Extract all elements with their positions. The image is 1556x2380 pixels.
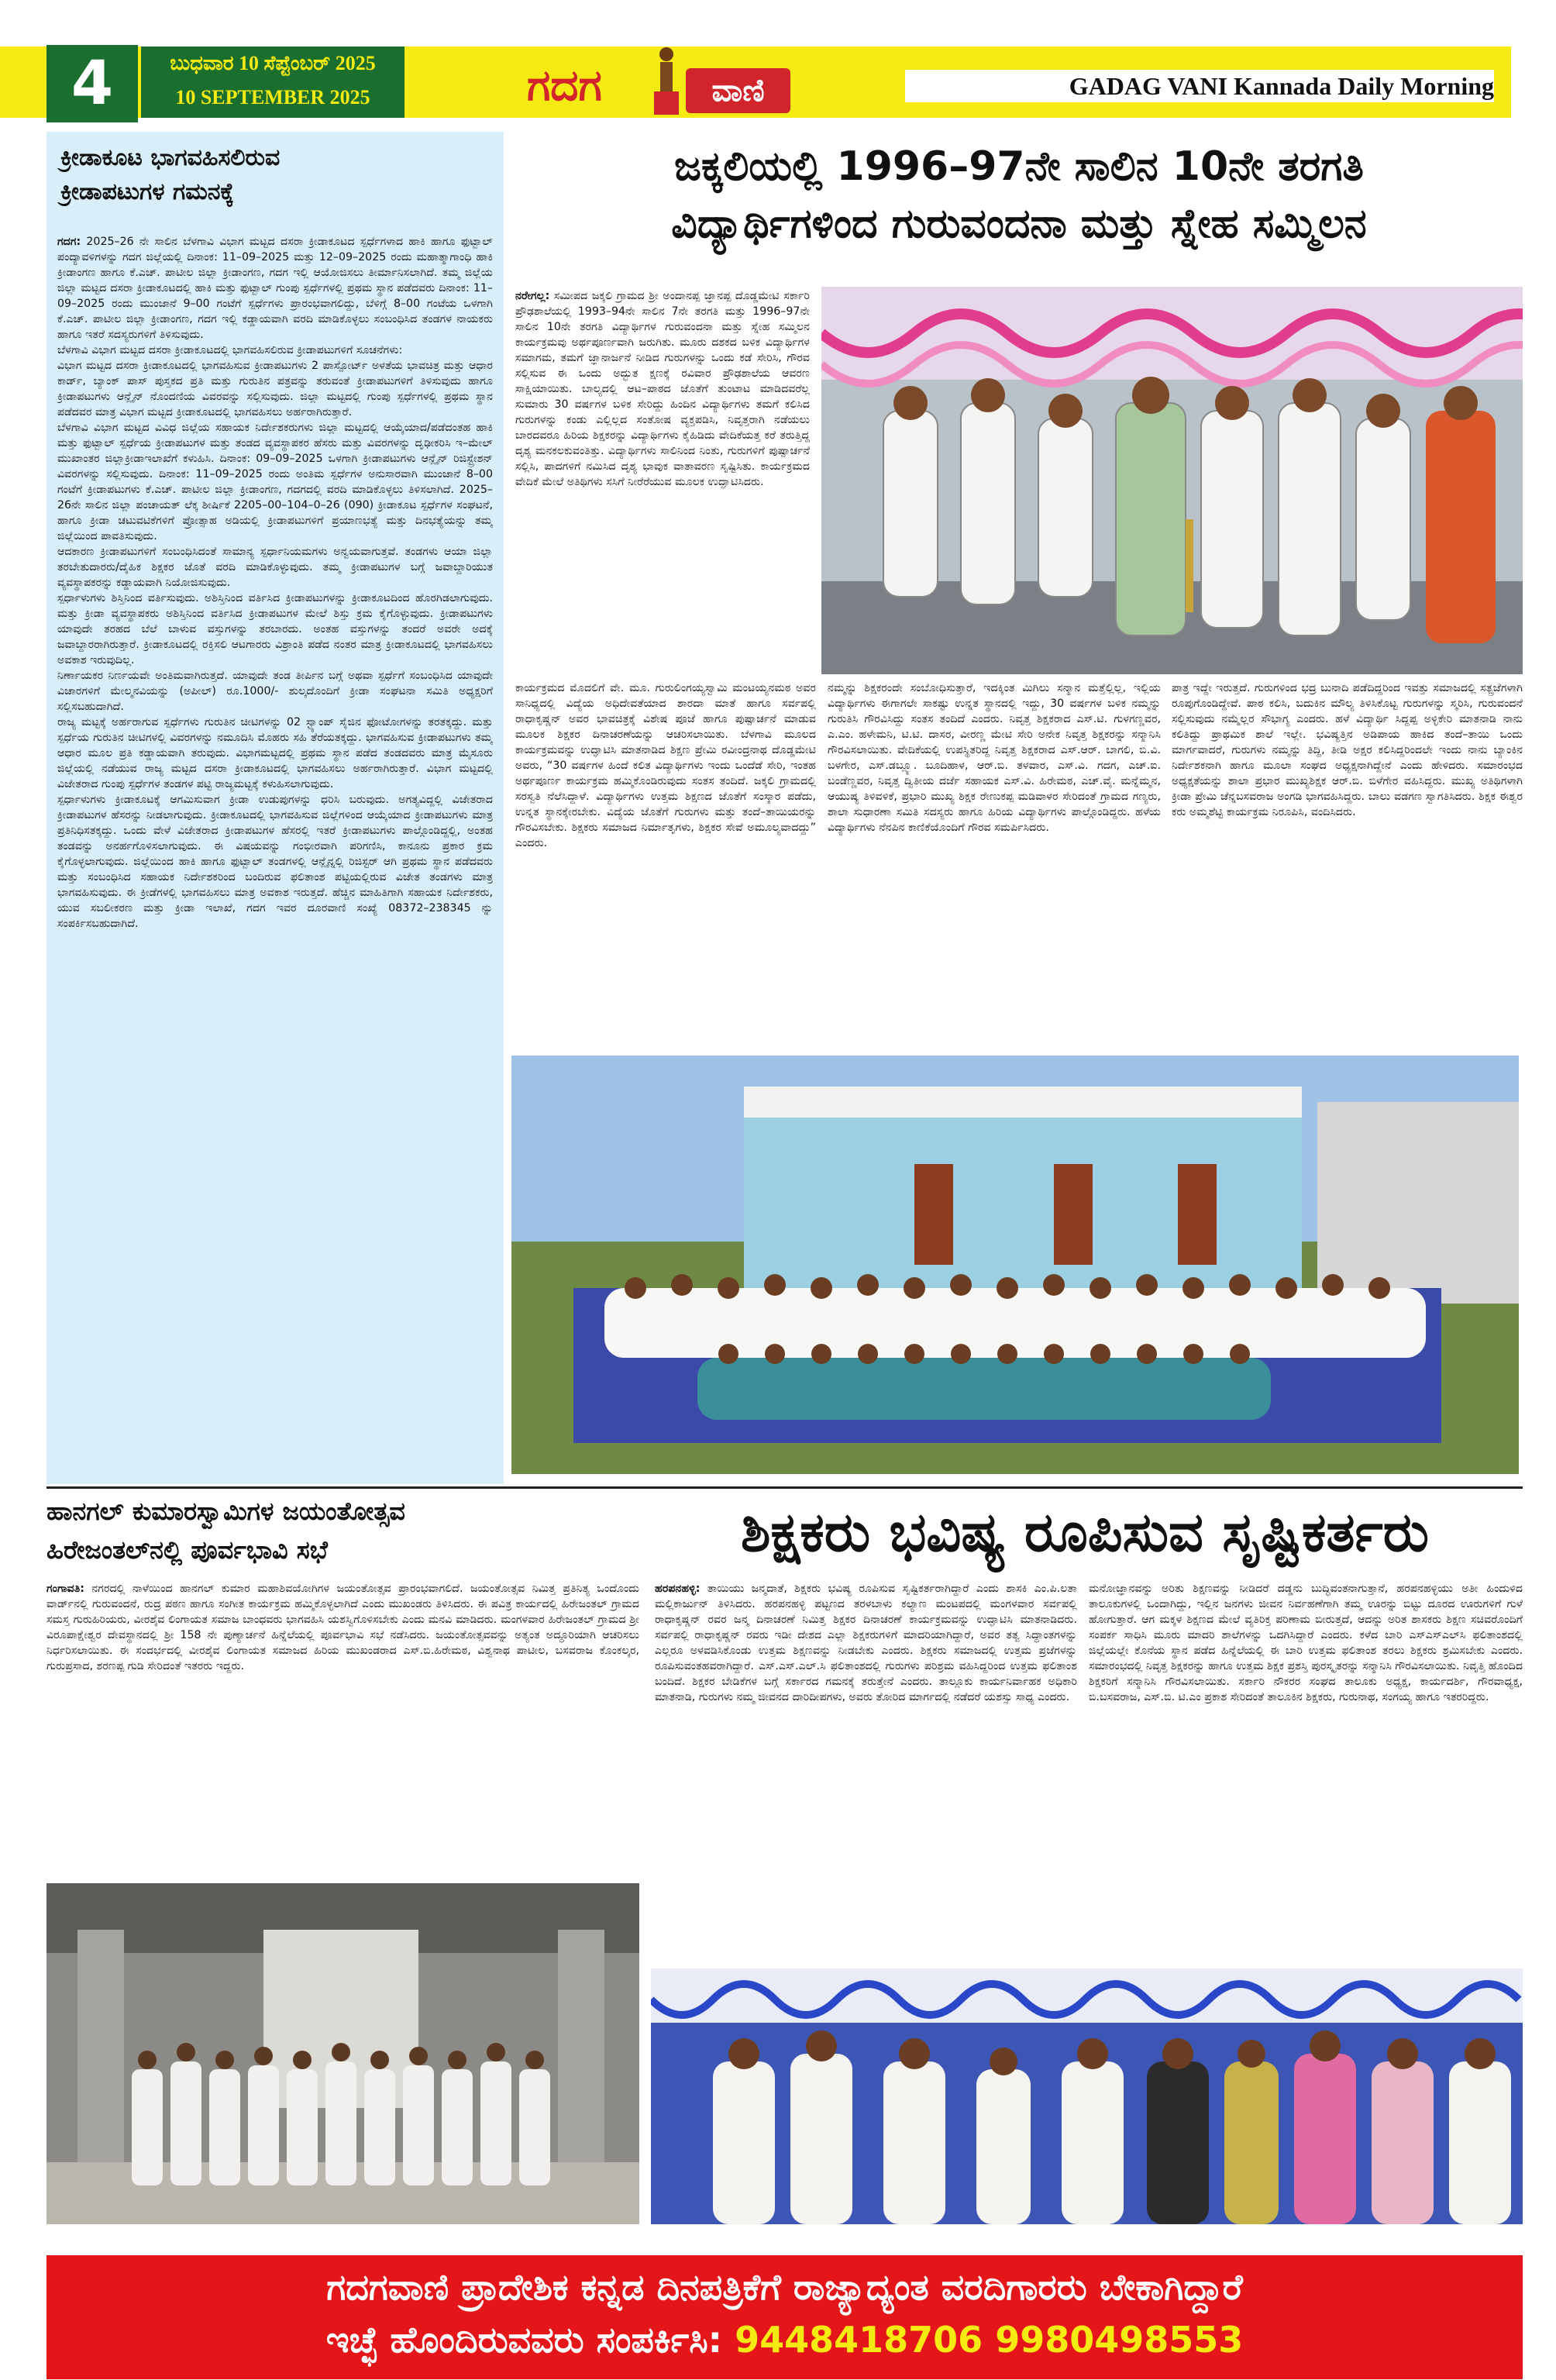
story-teachers-dateline: ಹರಪನಹಳ್ಳಿ: bbox=[655, 1583, 701, 1595]
story-hanagal-headline bbox=[46, 1492, 511, 1569]
story-hanagal-headline-line1: ಹಾನಗಲ್ ಕುಮಾರಸ್ವಾಮಿಗಳ ಜಯಂತೋತ್ಸವ bbox=[46, 1497, 405, 1526]
story-teachers-column-2: ಮನೋಜ್ಞಾನವನ್ನು ಅರಿತು ಶಿಕ್ಷಣವನ್ನು ನೀಡಿದರೆ ದಡ್ಡನು ಬುದ್ಧಿವಂತನಾಗುತ್ತಾನೆ, ಹರಪನಹಳ್ಳಿಯು ಅತೀ ಹಿಂದುಳಿದ ತಾಲೂಕುಗಳಲ್ಲಿ ಒಂದಾಗಿದ್ದು, ಇಲ್ಲಿನ ಜನಗಳು ಜೀವನ ನಿರ್ವಹಣೆಗಾಗಿ ತಮ್ಮ ಊರನ್ನು ಬಿಟ್ಟು ದೂರದ ಊರುಗಳಿಗೆ ಗುಳೆ ಹೋಗುತ್ತಾರೆ. ಆಗ ಮಕ್ಕಳ ಶಿಕ್ಷಣದ ಮೇಲೆ ವ್ಯತಿರಿಕ್ತ ಪರಿಣಾಮ ಬೀರುತ್ತದೆ, ಆದನ್ನು ಅರಿತ ಶಾಸಕರು ಶಿಕ್ಷಣ ಸಚಿವರೊಂದಿಗೆ ಸಂಪರ್ಕ ಸಾಧಿಸಿ ಮೂರು ಮಾದರಿ ಶಾಲೆಗಳನ್ನು ಒದಗಿಸಿದ್ದಾರೆ ಎಂದರು. ಕಳೆದ ಬಾರಿ ಎಸ್ಎಸ್ಎಲ್‌ಸಿ ಫಲಿತಾಂಶದಲ್ಲಿ ಜಿಲ್ಲೆಯಲ್ಲೇ ಕೊನೆಯ ಸ್ಥಾನ ಪಡೆದ ಹಿನ್ನೆಲೆಯಲ್ಲಿ ಈ ಬಾರಿ ಉತ್ತಮ ಫಲಿತಾಂಶ ತರಲು ಶಿಕ್ಷಕರು ಶ್ರಮಿಸಬೇಕು ಎಂದರು. ಸಮಾರಂಭದಲ್ಲಿ ನಿವೃತ್ತ ಶಿಕ್ಷಕರನ್ನು ಹಾಗೂ ಉತ್ತಮ ಶಿಕ್ಷಕ ಪ್ರಶಸ್ತಿ ಪುರಸ್ಕೃತರನ್ನು ಸನ್ಮಾನಿಸಿ ಗೌರವಿಸಲಾಯಿತು. ನಿವೃತ್ತಿ ಹೊಂದಿದ ಶಿಕ್ಷಕರಿಗೆ ಸನ್ಮಾನಿಸಿ ಗೌರವಿಸಲಾಯಿತು. ಸರ್ಕಾರಿ ನೌಕರರ ಸಂಘದ ತಾಲೂಕು ಅಧ್ಯಕ್ಷ, ಕಾರ್ಯದರ್ಶಿ, ಗೌರವಾಧ್ಯಕ್ಷ, ಬಿ.ಬಸವರಾಜ, ಎಸ್.ಬಿ. ಟಿ.ಎಂ ಪ್ರಕಾಶ ಸೇರಿದಂತೆ ತಾಲೂಕಿನ ಶಿಕ್ಷಕರು, ಗುರುನಾಥ, ಸಂಗಯ್ಯ ಹಾಗೂ ಇತರರಿದ್ದರು. bbox=[1089, 1583, 1523, 1703]
date-box bbox=[141, 46, 404, 118]
story-teachers-text-1: ತಾಯಿಯು ಜನ್ಮದಾತೆ, ಶಿಕ್ಷಕರು ಭವಿಷ್ಯ ರೂಪಿಸುವ ಸೃಷ್ಟಿಕರ್ತರಾಗಿದ್ದಾರೆ ಎಂದು ಶಾಸಕಿ ಎಂ.ಪಿ.ಲತಾ ಮಲ್ಲಿಕಾರ್ಜುನ್ ತಿಳಿಸಿದರು. ಹರಪನಹಳ್ಳಿ ಪಟ್ಟಣದ ತರಳಬಾಳು ಕಲ್ಯಾಣ ಮಂಟಪದಲ್ಲಿ ಮಂಗಳವಾರ ಸರ್ವಪಲ್ಲಿ ರಾಧಾಕೃಷ್ಣನ್ ರವರ ಜನ್ಮ ದಿನಾಚರಣೆ ನಿಮಿತ್ತ ಶಿಕ್ಷಕರ ದಿನಾಚರಣೆ ಕಾರ್ಯಕ್ರಮವನ್ನು ಉದ್ಘಾಟಿಸಿ ಮಾತನಾಡಿದರು. ಸರ್ವಪಲ್ಲಿ ರಾಧಾಕೃಷ್ಣನ್ ರವರು ಇಡೀ ದೇಶದ ಎಲ್ಲಾ ಶಿಕ್ಷಕರುಗಳಿಗೆ ಮಾದರಿಯಾಗಿದ್ದಾರೆ, ಅವರ ತತ್ವ ಸಿದ್ಧಾಂತಗಳನ್ನು ಎಲ್ಲರೂ ಅಳವಡಿಸಿಕೊಂಡು ಉತ್ತಮ ಶಿಕ್ಷಣವನ್ನು ನೀಡಬೇಕು ಎಂದರು. ಶಿಕ್ಷಕರು ಸಮಾಜದಲ್ಲಿ ಉತ್ತಮ ಪ್ರಜೆಗಳನ್ನು ರೂಪಿಸುವಂತಹವರಾಗಿದ್ದಾರೆ. ಎಸ್.ಎಸ್.ಎಲ್.ಸಿ ಫಲಿತಾಂಶದಲ್ಲಿ ಗುರುಗಳು ಪರಿಶ್ರಮ ವಹಿಸಿದ್ದರಿಂದ ಉತ್ತಮ ಫಲಿತಾಂಶ ಬಂದಿದೆ. ಶಿಕ್ಷಕರ ಬೇಡಿಕೆಗಳ ಬಗ್ಗೆ ಸರ್ಕಾರದ ಗಮನಕ್ಕೆ ತರುತ್ತೇನೆ ಎಂದರು. ತಾಲ್ಲೂಕು ಕಾರ್ಯನಿರ್ವಾಹಕ ಅಧಿಕಾರಿ ಮಾತನಾಡಿ, ಗುರುಗಳು ನಮ್ಮ ಜೀವನದ ದಾರಿದೀಪಗಳು, ಅವರು ತೋರಿದ ಮಾರ್ಗದಲ್ಲಿ ನಡೆದರೆ ಯಶಸ್ಸು ಸಾಧ್ಯ ಎಂದರು. bbox=[655, 1583, 1077, 1703]
story-hanagal-body bbox=[46, 1581, 639, 1868]
logo-text-right: ವಾಣಿ bbox=[686, 68, 790, 113]
sidebar-paragraph: ಬೆಳಗಾವಿ ವಿಭಾಗ ಮಟ್ಟದ ವಿವಿಧ ಜಿಲ್ಲೆಯ ಸಹಾಯಕ ನಿರ್ದೇಶಕರುಗಳು ಜಿಲ್ಲಾ ಮಟ್ಟದಲ್ಲಿ ಆಯ್ಕೆಯಾದ/ಪಡೆದಂತಹ ಹಾಕಿ ಮತ್ತು ಫುಟ್ಬಾಲ್ ಸ್ಪರ್ಧೆಯ ಕ್ರೀಡಾಪಟುಗಳ ಮತ್ತು ತಂಡದ ವ್ಯವಸ್ಥಾಪಕರ ಹೆಸರು ಮತ್ತು ವಿವರಗಳನ್ನು ದೃಢೀಕರಿಸಿ ಇ–ಮೇಲ್ ಮುಖಾಂತರ ಜಿಲ್ಲಾಕ್ರೀಡಾಇಲಾಖೆಗೆ ಕಳುಹಿಸಿ. ದಿನಾಂಕ: 09–09–2025 ಒಳಗಾಗಿ ಕ್ರೀಡಾಪಟುಗಳು ಆನ್ಲೈನ್ ರಿಜಿಸ್ಟ್ರೇಶನ್ ವಿವರಗಳನ್ನು ಸಲ್ಲಿಸುವುದು. ದಿನಾಂಕ: 11–09–2025 ರಂದು ಅಂತಿಮ ಸ್ಪರ್ಧೆಗಳ ಅನುಸಾರವಾಗಿ ಮುಂಜಾನೆ 8–00 ಗಂಟೆಗೆ ಕ್ರೀಡಾಪಟುಗಳು ಕೆ.ಎಚ್. ಪಾಟೀಲ ಜಿಲ್ಲಾ ಕ್ರೀಡಾಂಗಣ, ಗದಗದಲ್ಲಿ ವರದಿ ಮಾಡಿಕೊಳ್ಳಲು ತಿಳಿಸಲಾಗಿದೆ. 2025–26ನೇ ಸಾಲಿನ ಜಿಲ್ಲಾ ಪಂಚಾಯತ್ ಲೆಕ್ಕ ಶೀರ್ಷಿಕೆ 2205–00–104–0–26 (090) ಕ್ರೀಡಾಕೂಟ ಸ್ಪರ್ಧೆಗಳ ಸಂಘಟನೆ, ಹಾಗೂ ಕ್ರೀಡಾ ಚಟುವಟಿಕೆಗಳಿಗೆ ಪ್ರೋತ್ಸಾಹ ಅಡಿಯಲ್ಲಿ ಕ್ರೀಡಾಪಟುಗಳಿಗೆ ಪ್ರಯಾಣಭತ್ಯೆ ಮತ್ತು ದಿನಭತ್ಯೆಯನ್ನು ತಮ್ಮ ಜಿಲ್ಲೆಯಿಂದ ಪಾವತಿಸುವುದು. bbox=[57, 422, 493, 542]
sidebar-paragraph: ಸ್ಪರ್ಧಾಳುಗಳು ಕ್ರೀಡಾಕೂಟಕ್ಕೆ ಆಗಮಿಸುವಾಗ ಕ್ರೀಡಾ ಉಡುಪುಗಳನ್ನು ಧರಿಸಿ ಬರುವುದು. ಅಗತ್ಯವಿದ್ದಲ್ಲಿ ವಿಜೇತರಾದ ಕ್ರೀಡಾಪಟುಗಳ ಹೆಸರನ್ನು ನೀಡಲಾಗುವುದು. ಕ್ರೀಡಾಕೂಟದಲ್ಲಿ ಭಾಗವಹಿಸುವ ಜಿಲ್ಲೆಗಳಿಂದ ಆಯ್ಕೆಯಾದ ಕ್ರೀಡಾಪಟುಗಳು ಮಾತ್ರ ಪ್ರತಿನಿಧಿಸತಕ್ಕದ್ದು. ಒಂದು ವೇಳೆ ವಿಜೇತರಾದ ಕ್ರೀಡಾಪಟುಗಳ ಹೆಸರಲ್ಲಿ ಇತರೆ ಕ್ರೀಡಾಪಟುಗಳು ಪಾಲ್ಗೊಂಡಿದ್ದಲ್ಲಿ, ಅಂತಹ ತಂಡವನ್ನು ಅನರ್ಹಗೊಳಿಸಲಾಗುವುದು. ಈ ವಿಷಯವನ್ನು ಗಂಭೀರವಾಗಿ ಪರಿಗಣಿಸಿ, ಕಾನೂನು ಪ್ರಕಾರ ಕ್ರಮ ಕೈಗೊಳ್ಳಲಾಗುವುದು. ಜಿಲ್ಲೆಯಿಂದ ಹಾಕಿ ಹಾಗೂ ಫುಟ್ಬಾಲ್ ತಂಡಗಳಲ್ಲಿ ಆನ್ಲೈನ್ನಲ್ಲಿ ರಿಜಿಸ್ಟರ್ ಆಗಿ ಪ್ರಥಮ ಸ್ಥಾನ ಪಡೆದವರು ಮತ್ತು ಸಂಬಂಧಿಸಿದ ಸಹಾಯಕ ನಿರ್ದೇಶಕರಿಂದ ಬಂದಿರುವ ಫಲಿತಾಂಶ ಪಟ್ಟಿಯಲ್ಲಿರುವ ವಿಜೇತ ತಂಡಗಳು ಮಾತ್ರ ಭಾಗವಹಿಸುವುದು. ಈ ಕ್ರೀಡೆಗಳಲ್ಲಿ ಭಾಗವಹಿಸಲು ಮಾತ್ರ ಅವಕಾಶ ಇರುತ್ತದೆ. ಹೆಚ್ಚಿನ ಮಾಹಿತಿಗಾಗಿ ಸಹಾಯಕ ನಿರ್ದೇಶಕರು, ಯುವ ಸಬಲೀಕರಣ ಮತ್ತು ಕ್ರೀಡಾ ಇಲಾಖೆ, ಗದಗ ಇವರ ದೂರವಾಣಿ ಸಂಖ್ಯೆ 08372–238345 ನ್ನು ಸಂಪರ್ಕಿಸಬಹುದಾಗಿದೆ. bbox=[57, 794, 493, 930]
sidebar-title-line1: ಕ್ರೀಡಾಕೂಟ ಭಾಗವಹಿಸಲಿರುವ bbox=[60, 144, 281, 171]
contact-phone-numbers: 9448418706 9980498553 bbox=[735, 2319, 1244, 2361]
page-number: 4 bbox=[46, 45, 138, 122]
logo-text-left: ಗದಗ bbox=[527, 60, 602, 111]
date-kannada: ಬುಧವಾರ 10 ಸೆಪ್ಟೆಂಬರ್ 2025 bbox=[170, 52, 376, 74]
main-story-column-3: ಪಾತ್ರ ಇದ್ದೇ ಇರುತ್ತದೆ. ಗುರುಗಳಿಂದ ಭದ್ರ ಬುನಾದಿ ಪಡೆದಿದ್ದರಿಂದ ಇವತ್ತು ಸಮಾಜದಲ್ಲಿ ಸತ್ಪ್ರಜೆಗಳಾಗಿ ರೂಪುಗೊಂಡಿದ್ದೇವೆ. ಪಾಠ ಕಲಿಸಿ, ಬದುಕಿನ ಮೌಲ್ಯ ತಿಳಿಸಿಕೊಟ್ಟ ಗುರುಗಳನ್ನು ಸ್ಮರಿಸಿ, ಗುರುವಂದನೆ ಸಲ್ಲಿಸುವುದು ನಮ್ಮೆಲ್ಲರ ಸೌಭಾಗ್ಯ ಎಂದರು. ಹಳೆ ವಿದ್ಯಾರ್ಥಿ ಸಿದ್ದಪ್ಪ ಅಳ್ಳಿಕೇರಿ ಮಾತನಾಡಿ ನಾನು ಕಲಿತಿದ್ದು ಪ್ರಾಥಮಿಕ ಶಾಲೆ ಇಲ್ಲೇ. ಭವಿಷ್ಯತ್ತಿನ ಅಡಿಪಾಯ ಹಾಕಿದ ತಂದೆ–ತಾಯಿ ಒಂದು ಮಾರ್ಗವಾದರೆ, ಗುರುಗಳು ನಮ್ಮನ್ನು ತಿದ್ದಿ, ತೀಡಿ ಅಕ್ಷರ ಕಲಿಸಿದ್ದರಿಂದಲೇ ಇಂದು ನಾನು ಬ್ಯಾಂಕಿನ ನಿರ್ದೇಶಕನಾಗಿ ಹಾಗೂ ಮೂಲಾ ಸಂಘದ ಅಧ್ಯಕ್ಷನಾಗಿದ್ದೇನೆ ಎಂದು ಹೇಳಿದರು. ಸಮಾರಂಭದ ಅಧ್ಯಕ್ಷತೆಯನ್ನು ಶಾಲಾ ಪ್ರಭಾರ ಮುಖ್ಯಶಿಕ್ಷಕ ಆರ್.ಬಿ. ಬಿಳೆಗೇರ ವಹಿಸಿದ್ದರು. ಮುಖ್ಯ ಅತಿಥಿಗಳಾಗಿ ಕ್ರೀಡಾ ಪ್ರೇಮಿ ಚೆನ್ನಬಸವರಾಜ ಅಂಗಡಿ ಭಾಗವಹಿಸಿದ್ದರು. ಬಾಲು ವಡಗಣ ಸ್ವಾಗತಿಸಿದರು. ಶಿಕ್ಷಕ ಈಶ್ವರ ಕರು ಅಮ್ಮಶೆಟ್ಟಿ ಕಾರ್ಯಕ್ರಮ ನಿರೂಪಿಸಿ, ವಂದಿಸಿದರು. bbox=[1172, 682, 1523, 818]
sidebar-title bbox=[60, 141, 494, 209]
contact-line bbox=[46, 2319, 1523, 2362]
sidebar-body bbox=[57, 234, 493, 1474]
story-hanagal-text: ನಗರದಲ್ಲಿ ನಾಳೆಯಿಂದ ಹಾನಗಲ್ ಕುಮಾರ ಮಹಾಶಿವಯೋಗಿಗಳ ಜಯಂತೋತ್ಸವ ಪ್ರಾರಂಭವಾಗಲಿದೆ. ಜಯಂತೋತ್ಸವ ನಿಮಿತ್ತ ಪ್ರತಿನಿತ್ಯ ಒಂದೊಂದು ವಾರ್ಡ್‌ನಲ್ಲಿ ಗುರುವಂದನೆ, ರುದ್ರ ಪಠಣ ಹಾಗೂ ಸಂಗೀತ ಕಾರ್ಯಕ್ರಮ ಹಮ್ಮಿಕೊಳ್ಳಲಾಗಿದೆ ಎಂದು ಮುಖಂಡರು ತಿಳಿಸಿದರು. ಈ ಪವಿತ್ರ ಕಾರ್ಯದಲ್ಲಿ ಹಿರೇಜಂತಲ್ ಗ್ರಾಮದ ಸಮಸ್ತ ಗುರುಹಿರಿಯರು, ವೀರಶೈವ ಲಿಂಗಾಯತ ಸಮಾಜ ಬಾಂಧವರು ಭಾಗವಹಿಸಿ ಯಶಸ್ವಿಗೊಳಿಸಬೇಕು ಎಂದು ಮನವಿ ಮಾಡಿದರು. ಮಂಗಳವಾರ ಹಿರೇಜಂತಲ್ ಗ್ರಾಮದ ಶ್ರೀ ವಿರೂಪಾಕ್ಷೇಶ್ವರ ದೇವಸ್ಥಾನದಲ್ಲಿ ಶ್ರೀ 158 ನೇ ಪುಣ್ಯಾರ್ಚನೆ ಹಿನ್ನೆಲೆಯಲ್ಲಿ ಪೂರ್ವಭಾವಿ ಸಭೆ ನಡೆಸಿದರು. ಜಯಂತೋತ್ಸವವನ್ನು ಅತ್ಯಂತ ಅದ್ಧೂರಿಯಾಗಿ ಆಚರಿಸಲು ನಿರ್ಧರಿಸಲಾಯಿತು. ಈ ಸಂದರ್ಭದಲ್ಲಿ ವೀರಶೈವ ಲಿಂಗಾಯತ ಸಮಾಜದ ಹಿರಿಯ ಮುಖಂಡರಾದ ಎಸ್.ಬಿ.ಹಿರೇಮಠ, ವಿಶ್ವನಾಥ ಪಾಟೀಲ, ಬಸವರಾಜ ಕೊಂಕಲ್ಕರ, ಗುರುಪ್ರಸಾದ, ಶರಣಪ್ಪ ಗುಡಿ ಸೇರಿದಂತೆ ಇತರರು ಇದ್ದರು. bbox=[46, 1583, 639, 1672]
main-story-column-2: ನಮ್ಮನ್ನು ಶಿಕ್ಷಕರಂದೇ ಸಂಬೋಧಿಸುತ್ತಾರೆ, ಇದಕ್ಕಿಂತ ಮಿಗಿಲು ಸನ್ಮಾನ ಮತ್ತೆಲ್ಲಿಲ್ಲ, ಇಲ್ಲಿಯ ವಿದ್ಯಾರ್ಥಿಗಳು ಈಗಾಗಲೇ ಸಾಕಷ್ಟು ಉನ್ನತ ಸ್ಥಾನದಲ್ಲಿ ಇದ್ದು, 30 ವರ್ಷಗಳ ಬಳಿಕ ನಮ್ಮನ್ನು ಗುರುತಿಸಿ ಗೌರವಿಸಿದ್ದು ಸಂತಸ ತಂದಿದೆ ಎಂದರು. ನಿವೃತ್ತ ಶಿಕ್ಷಕರಾದ ಎಸ್.ಟಿ. ಗುಳಗಣ್ಣವರ, ಎ.ಎಂ. ಹಳೇಮನಿ, ಟಿ.ಟಿ. ದಾಸರ, ವೀರಣ್ಣ ಮೇಟಿ ಸೇರಿ ಅನೇಕ ನಿವೃತ್ತ ಶಿಕ್ಷಕರನ್ನು ಸನ್ಮಾನಿಸಿ ಗೌರವಿಸಲಾಯಿತು. ವೇದಿಕೆಯಲ್ಲಿ ಉಪಸ್ಥಿತರಿದ್ದ ನಿವೃತ್ತ ಶಿಕ್ಷಕರಾದ ಎಸ್.ಆರ್. ಬಾಗಲಿ, ಬಿ.ವಿ. ಬಳಗೇರ, ಎಸ್.ಡಬ್ಲ್ಯೂ. ಬೂದಿಹಾಳ, ಆರ್.ಬಿ. ತಳವಾರ, ಎಸ್.ವಿ. ಗದಗ, ಎಚ್.ಐ. ಬಂಡೆಣ್ಣವರ, ನಿವೃತ್ತ ದ್ವಿತೀಯ ದರ್ಜೆ ಸಹಾಯಕ ಎಸ್.ವಿ. ಹಿರೇಮಠ, ಎಚ್.ವೈ. ಮನ್ನೆಮ್ಮನ, ಆಯುಷ್ಯ ತಿಳಿವಳಿಕೆ, ಪ್ರಭಾರಿ ಮುಖ್ಯ ಶಿಕ್ಷಕ ರೇಣುಕಪ್ಪ ಮಡಿವಾಳರ ಸೇರಿದಂತೆ ಗ್ರಾಮದ ಗಣ್ಯರು, ಶಾಲಾ ಸುಧಾರಣಾ ಸಮಿತಿ ಸದಸ್ಯರು ಹಾಗೂ ಹಿರಿಯ ವಿದ್ಯಾರ್ಥಿಗಳು ಪಾಲ್ಗೊಂಡಿದ್ದರು. ಹಳೆಯ ವಿದ್ಯಾರ್ಥಿಗಳು ನೆನಪಿನ ಕಾಣಿಕೆಯೊಂದಿಗೆ ಗೌರವ ಸಮರ್ಪಿಸಿದರು. bbox=[828, 682, 1161, 834]
sidebar-paragraph: ವಿಭಾಗ ಮಟ್ಟದ ದಸರಾ ಕ್ರೀಡಾಕೂಟದಲ್ಲಿ ಭಾಗವಹಿಸುವ ಕ್ರೀಡಾಪಟುಗಳು 2 ಪಾಸ್ಪೋರ್ಟ್ ಅಳತೆಯ ಭಾವಚಿತ್ರ ಮತ್ತು ಆಧಾರ ಕಾರ್ಡ್, ಬ್ಯಾಂಕ್ ಪಾಸ್ ಪುಸ್ತಕದ ಪ್ರತಿ ಮತ್ತು ಗುರುತಿನ ಪತ್ರವನ್ನು ತರುವಂತೆ ಕ್ರೀಡಾಪಟುಗಳಿಗೆ ತಿಳಿಸುವುದು ಹಾಗೂ ಕ್ರೀಡಾಪಟುಗಳು ಆನ್ಲೈನ್ ನೊಂದಣಿಯ ವಿವರವನ್ನು ಸಲ್ಲಿಸುವುದು. ಜಿಲ್ಲಾ ಮಟ್ಟದಲ್ಲಿ ಗುಂಪು ಸ್ಪರ್ಧೆಗಳಲ್ಲಿ ಪ್ರಥಮ ಸ್ಥಾನ ಪಡೆದವರ ಮಾತ್ರ ವಿಭಾಗ ಮಟ್ಟದ ಕ್ರೀಡಾಕೂಟದಲ್ಲಿ ಭಾಗವಹಿಸಲು ಅರ್ಹರಾಗಿರುತ್ತಾರೆ. bbox=[57, 360, 493, 418]
story-hanagal-dateline: ಗಂಗಾವತಿ: bbox=[46, 1583, 84, 1595]
newspaper-logo bbox=[527, 45, 798, 122]
story-hanagal-headline-line2: ಹಿರೇಜಂತಲ್‌ನಲ್ಲಿ ಪೂರ್ವಭಾವಿ ಸಭೆ bbox=[46, 1535, 328, 1565]
section-divider bbox=[46, 1486, 1523, 1489]
masthead: GADAG VANI Kannada Daily Morning bbox=[905, 70, 1494, 102]
photo-temple-meeting bbox=[46, 1883, 639, 2224]
main-story-column-1: ಕಾರ್ಯಕ್ರಮದ ಮೊದಲಿಗೆ ವೇ. ಮೂ. ಗುರುಲಿಂಗಯ್ಯಸ್ವಾಮಿ ಮಂಟಯ್ಯನಮಠ ಅವರ ಸಾನಿಧ್ಯದಲ್ಲಿ ವಿದ್ಯೆಯ ಅಧಿದೇವತೆಯಾದ ಶಾರದಾ ಮಾತೆ ಹಾಗೂ ಸರ್ವಪಲ್ಲಿ ರಾಧಾಕೃಷ್ಣನ್ ಅವರ ಭಾವಚಿತ್ರಕ್ಕೆ ವಿಶೇಷ ಪೂಜೆ ಹಾಗೂ ಪುಷ್ಪಾರ್ಚನೆ ಮಾಡುವ ಮೂಲಕ ಶಿಕ್ಷಕರ ದಿನಾಚರಣೆಯನ್ನು ಆಚರಿಸಲಾಯಿತು. ಬೆಳಗಾವಿ ಮೂಲದ ಕಾರ್ಯಕ್ರಮವನ್ನು ಉದ್ಘಾಟಿಸಿ ಮಾತನಾಡಿದ ಶಿಕ್ಷಣ ಪ್ರೇಮಿ ರವೀಂದ್ರನಾಥ ದೊಡ್ಡಮೇಟಿ ಅವರು, “30 ವರ್ಷಗಳ ಹಿಂದೆ ಕಲಿತ ವಿದ್ಯಾರ್ಥಿಗಳು ಇಂದು ಒಂದೆಡೆ ಸೇರಿ, ಇಂತಹ ಅರ್ಥಪೂರ್ಣ ಕಾರ್ಯಕ್ರಮ ಹಮ್ಮಿಕೊಂಡಿರುವುದು ಸಂತಸ ತಂದಿದೆ. ಜಕ್ಕಲಿ ಗ್ರಾಮದಲ್ಲಿ ಸರಸ್ವತಿ ನೆಲೆಸಿದ್ದಾಳೆ. ವಿದ್ಯಾರ್ಥಿಗಳು ಉತ್ತಮ ಶಿಕ್ಷಣದ ಜೊತೆಗೆ ಸಂಸ್ಕಾರ ಪಡೆದು, ಉನ್ನತ ಸ್ಥಾನಕ್ಕೇರಬೇಕು. ವಿದ್ಯೆಯ ಜೊತೆಗೆ ಗುರುಗಳು ಮತ್ತು ತಂದೆ–ತಾಯಿಯರನ್ನು ಗೌರವಿಸಬೇಕು. ಶಿಕ್ಷಕರು ಸಮಾಜದ ನಿರ್ಮಾತೃಗಳು, ಶಿಕ್ಷಕರ ಸೇವೆ ಅಮೂಲ್ಯವಾದದ್ದು” ಎಂದರು. bbox=[515, 682, 816, 849]
date-english: 10 SEPTEMBER 2025 bbox=[175, 86, 370, 108]
main-dateline: ನರೇಗಲ್ಲ: bbox=[515, 290, 550, 302]
story-teachers-headline: ಶಿಕ್ಷಕರು ಭವಿಷ್ಯ ರೂಪಿಸುವ ಸೃಷ್ಟಿಕರ್ತರು bbox=[741, 1500, 1429, 1564]
main-headline-line2: ವಿದ್ಯಾರ್ಥಿಗಳಿಂದ ಗುರುವಂದನಾ ಮತ್ತು ಸ್ನೇಹ ಸಮ್ಮಿಲನ bbox=[671, 201, 1367, 247]
sidebar-dateline: ಗದಗ: bbox=[57, 236, 81, 248]
sidebar-paragraph: ಸ್ಪರ್ಧಾಳುಗಳು ಶಿಸ್ತಿನಿಂದ ವರ್ತಿಸುವುದು. ಅಶಿಸ್ತಿನಿಂದ ವರ್ತಿಸಿದ ಕ್ರೀಡಾಪಟುಗಳನ್ನು ಕ್ರೀಡಾಕೂಟದಿಂದ ಹೊರಗಿಡಲಾಗುವುದು. ಮತ್ತು ಕ್ರೀಡಾ ವ್ಯವಸ್ಥಾಪಕರು ಅಶಿಸ್ತಿನಿಂದ ವರ್ತಿಸಿದ ಕ್ರೀಡಾಪಟುಗಳ ಮೇಲೆ ಶಿಸ್ತು ಕ್ರಮ ಕೈಗೊಳ್ಳುವುದು. ಕ್ರೀಡಾಪಟುಗಳು ಯಾವುದೇ ತರಹದ ಬೆಲೆ ಬಾಳುವ ವಸ್ತುಗಳನ್ನು ತರಬಾರದು. ಅಂತಹ ವಸ್ತುಗಳನ್ನು ತಂದರೆ ಅವರೇ ಅದಕ್ಕೆ ಜವಾಬ್ದಾರರಾಗಿರುತ್ತಾರೆ. ಕ್ರೀಡಾಕೂಟದಲ್ಲಿ ರಕ್ತಿಸಲಿ ಆಟಗಾರರು ವಿಶ್ರಾಂತಿ ಪಡೆದ ನಂತರ ಮಾತ್ರ ಕ್ರೀಡಾಕೂಟದಲ್ಲಿ ಭಾಗವಹಿಸಲು ಅವಕಾಶ ಇರುವುದಿಲ್ಲ. bbox=[57, 592, 493, 666]
sidebar-paragraph: ಬೆಳಗಾವಿ ವಿಭಾಗ ಮಟ್ಟದ ದಸರಾ ಕ್ರೀಡಾಕೂಟದಲ್ಲಿ ಭಾಗವಹಿಸಲಿರುವ ಕ್ರೀಡಾಪಟುಗಳಿಗೆ ಸೂಚನೆಗಳು: bbox=[57, 344, 403, 356]
photo-group-school-building bbox=[511, 1056, 1519, 1474]
contact-prefix: ಇಚ್ಛೆ ಹೊಂದಿರುವವರು ಸಂಪರ್ಕಿಸಿ: bbox=[325, 2319, 723, 2361]
main-headline-line1: ಜಕ್ಕಲಿಯಲ್ಲಿ 1996–97ನೇ ಸಾಲಿನ 10ನೇ ತರಗತಿ bbox=[674, 143, 1364, 190]
sidebar-paragraph: ರಾಜ್ಯ ಮಟ್ಟಕ್ಕೆ ಅರ್ಹರಾಗುವ ಸ್ಪರ್ಧೆಗಳು ಗುರುತಿನ ಚೀಟಿಗಳನ್ನು 02 ಸ್ಟ್ಯಾಂಪ್ ಸೈಜಿನ ಫೋಟೋಗಳನ್ನು ತರತಕ್ಕದ್ದು. ಮತ್ತು ಸ್ಪರ್ಧೆಯ ಗುರುತಿನ ಚೀಟಿಗಳಲ್ಲಿ ವಿವರಗಳನ್ನು ನಮೂದಿಸಿ ಮೊಹರು ಸಹಿ ತೆರೆಯತಕ್ಕದ್ದು. ಭಾಗವಹಿಸುವ ಕ್ರೀಡಾಪಟುಗಳು ತಮ್ಮ ಆಧಾರ ಮೂಲ ಪ್ರತಿ ಕಡ್ಡಾಯವಾಗಿ ತರುವುದು. ವಿಭಾಗಮಟ್ಟದಲ್ಲಿ ಪ್ರಥಮ ಸ್ಥಾನ ಪಡೆದ ತಂಡದವರು ಮಾತ್ರ ಮೈಸೂರು ಜಿಲ್ಲೆಯಲ್ಲಿ ನಡೆಯುವ ರಾಜ್ಯ ಮಟ್ಟದ ದಸರಾ ಕ್ರೀಡಾಕೂಟದಲ್ಲಿ ಭಾಗವಹಿಸಲು ಅರ್ಹರಾಗಿರುತ್ತಾರೆ. ವಿಭಾಗ ಮಟ್ಟದಲ್ಲಿ ವಿಜೇತರಾದ ಗುಂಪು ಸ್ಪರ್ಧೆಗಳ ತಂಡಗಳ ಪಟ್ಟಿ ರಾಜ್ಯಮಟ್ಟಕ್ಕೆ ಕಳುಹಿಸಲಾಗುವುದು. bbox=[57, 716, 493, 790]
sidebar-paragraph: 2025–26 ನೇ ಸಾಲಿನ ಬೆಳಗಾವಿ ವಿಭಾಗ ಮಟ್ಟದ ದಸರಾ ಕ್ರೀಡಾಕೂಟದ ಸ್ಪರ್ಧೆಗಳಾದ ಹಾಕಿ ಹಾಗೂ ಫುಟ್ಬಾಲ್ ಪಂದ್ಯಾವಳಿಗಳನ್ನು ಗದಗ ಜಿಲ್ಲೆಯಲ್ಲಿ ದಿನಾಂಕ: 11–09–2025 ಮತ್ತು 12–09–2025 ರಂದು ಮಹಾತ್ಮಾಗಾಂಧಿ ಹಾಕಿ ಕ್ರೀಡಾಂಗಣ ಹಾಗೂ ಕೆ.ಎಚ್. ಪಾಟೀಲ ಜಿಲ್ಲಾ ಕ್ರೀಡಾಂಗಣ, ಗದಗ ಇಲ್ಲಿ ಆಯೋಜಿಸಲು ತೀರ್ಮಾನಿಸಲಾಗಿದೆ. ತಮ್ಮ ಜಿಲ್ಲೆಯ ಜಿಲ್ಲಾ ಮಟ್ಟದ ದಸರಾ ಕ್ರೀಡಾಕೂಟದಲ್ಲಿ ಹಾಕಿ ಮತ್ತು ಫುಟ್ಬಾಲ್ ಗುಂಪು ಸ್ಪರ್ಧೆಗಳಲ್ಲಿ ಪ್ರಥಮ ಸ್ಥಾನ ಪಡೆದವರು ದಿನಾಂಕ: 11–09–2025 ರಂದು ಮುಂಜಾನೆ 9–00 ಗಂಟೆಗೆ ಸ್ಪರ್ಧೆಗಳು ಪ್ರಾರಂಭವಾಗಲಿದ್ದು, ಬೆಳಿಗ್ಗೆ 8–00 ಗಂಟೆಯ ಒಳಗಾಗಿ ಕೆ.ಎಚ್. ಪಾಟೀಲ ಜಿಲ್ಲಾ ಕ್ರೀಡಾಂಗಣ, ಗದಗ ಇಲ್ಲಿ ಕಡ್ಡಾಯವಾಗಿ ವರದಿ ಮಾಡಿಕೊಳ್ಳಲು ಸಂಬಂಧಿಸಿದ ತಂಡಗಳ ನಾಯಕರು ಹಾಗೂ ಇತರೆ ಸದಸ್ಯರುಗಳಿಗೆ ತಿಳಿಸುವುದು. bbox=[57, 236, 493, 341]
photo-teachers-day-stage bbox=[651, 1968, 1523, 2224]
main-story-intro bbox=[515, 288, 810, 677]
main-headline bbox=[515, 138, 1523, 253]
recruitment-line: ಗದಗವಾಣಿ ಪ್ರಾದೇಶಿಕ ಕನ್ನಡ ದಿನಪತ್ರಿಕೆಗೆ ರಾಜ್ಯಾದ್ಯಂತ ವರದಿಗಾರರು ಬೇಕಾಗಿದ್ದಾರೆ bbox=[326, 2266, 1243, 2308]
sidebar-paragraph: ಆದಕಾರಣ ಕ್ರೀಡಾಪಟುಗಳಿಗೆ ಸಂಬಂಧಿಸಿದಂತೆ ಸಾಮಾನ್ಯ ಸ್ಪರ್ಧಾನಿಯಮಗಳು ಅನ್ವಯವಾಗುತ್ತವೆ. ತಂಡಗಳು ಆಯಾ ಜಿಲ್ಲಾ ತರಬೇತುದಾರರು/ದೈಹಿಕ ಶಿಕ್ಷಕರ ಜೊತೆ ವರದಿ ಮಾಡಿಕೊಳ್ಳುವುದು. ತಮ್ಮ ಕ್ರೀಡಾಪಟುಗಳ ಬಗ್ಗೆ ಜವಾಬ್ದಾರಿಯುತ ವ್ಯವಸ್ಥಾಪಕರನ್ನು ಕಡ್ಡಾಯವಾಗಿ ನಿಯೋಜಿಸುವುದು. bbox=[57, 546, 493, 589]
sidebar-notice bbox=[46, 132, 504, 1484]
statue-logo-icon bbox=[643, 45, 690, 119]
sidebar-paragraph: ನಿರ್ಣಾಯಕರ ನಿರ್ಣಯವೇ ಅಂತಿಮವಾಗಿರುತ್ತದೆ. ಯಾವುದೇ ತಂಡ ತೀರ್ಪಿನ ಬಗ್ಗೆ ಅಥವಾ ಸ್ಪರ್ಧೆಗೆ ಸಂಬಂಧಿಸಿದ ಯಾವುದೇ ವಿಚಾರಗಳಿಗೆ ಮೇಲ್ಮನವಿಯನ್ನು (ಅಪೀಲ್) ರೂ.1000/- ಶುಲ್ಕದೊಂದಿಗೆ ಕ್ರೀಡಾ ಸಂಘಟನಾ ಸಮಿತಿ ಅಧ್ಯಕ್ಷರಿಗೆ ಸಲ್ಲಿಸಬಹುದಾಗಿದೆ. bbox=[57, 670, 493, 713]
main-intro-text: ಸಮೀಪದ ಜಕ್ಕಲಿ ಗ್ರಾಮದ ಶ್ರೀ ಅಂದಾನಪ್ಪ ಜ್ಞಾನಪ್ಪ ದೊಡ್ಡಮೇಟಿ ಸರ್ಕಾರಿ ಪ್ರೌಢಶಾಲೆಯಲ್ಲಿ 1993–94ನೇ ಸಾಲಿನ 7ನೇ ತರಗತಿ ಮತ್ತು 1996–97ನೇ ಸಾಲಿನ 10ನೇ ತರಗತಿ ವಿದ್ಯಾರ್ಥಿಗಳ ಗುರುವಂದನಾ ಮತ್ತು ಸ್ನೇಹ ಸಮ್ಮಿಲನ ಕಾರ್ಯಕ್ರಮವು ಅರ್ಥಪೂರ್ಣವಾಗಿ ಜರುಗಿತು. ಮೂರು ದಶಕದ ಬಳಿಕ ವಿದ್ಯಾರ್ಥಿಗಳ ಸಮಾಗಮ, ತಮಗೆ ಜ್ಞಾನಾರ್ಜನೆ ನೀಡಿದ ಗುರುಗಳನ್ನು ಒಂದು ಕಡೆ ಸೇರಿಸಿ, ಗೌರವ ಸಲ್ಲಿಸುವ ಈ ಒಂದು ಅದ್ಭುತ ಕ್ಷಣಕ್ಕೆ ರವಿವಾರ ಪ್ರೌಢಶಾಲೆಯ ಆವರಣ ಸಾಕ್ಷಿಯಾಯಿತು. ಬಾಲ್ಯದಲ್ಲಿ ಆಟ–ಪಾಠದ ಜೊತೆಗೆ ತುಂಟಾಟ ಮಾಡಿದವರೆಲ್ಲ ಸುಮಾರು 30 ವರ್ಷಗಳ ಬಳಿಕ ಸೇರಿದ್ದು ಹಿಂದಿನ ವಿದ್ಯಾರ್ಥಿಗಳು ತಮಗೆ ಕಲಿಸಿದ ಗುರುಗಳನ್ನು ಕಂಡು ಎಲ್ಲಿಲ್ಲದ ಸಂತೋಷ ವ್ಯಕ್ತಪಡಿಸಿ, ನಿವೃತ್ತರಾಗಿ ನಡೆಯಲು ಬಾರದವರೂ ಹಿರಿಯ ಶಿಕ್ಷಕರನ್ನು ವಿದ್ಯಾರ್ಥಿಗಳು ಕೈಹಿಡಿದು ವೇದಿಕೆಯತ್ತ ಕರೆ ತರುತ್ತಿದ್ದ ದೃಶ್ಯ ಮನಕಲಕುವಂತಿತ್ತು. ವಿದ್ಯಾರ್ಥಿಗಳು ಸಾಲಿನಿಂದ ನಿಂತು, ಗುರುಗಳಿಗೆ ಪುಷ್ಪಾರ್ಚನೆ ಸಲ್ಲಿಸಿ, ಪಾದಗಳಿಗೆ ನಮಿಸಿದ ದೃಶ್ಯ ಭಾವುಕ ವಾತಾವರಣ ಸೃಷ್ಟಿಸಿತು. ಕಾರ್ಯಕ್ರಮದ ವೇದಿಕೆ ಮೇಲೆ ಅತಿಥಿಗಳು ಸಸಿಗೆ ನೀರೆರೆಯುವ ಮೂಲಕ ಉದ್ಘಾಟಿಸಿದರು. bbox=[515, 290, 810, 488]
photo-teachers-lamp-lighting bbox=[821, 287, 1523, 674]
sidebar-title-line2: ಕ್ರೀಡಾಪಟುಗಳ ಗಮನಕ್ಕೆ bbox=[60, 178, 234, 205]
recruitment-banner bbox=[46, 2255, 1523, 2379]
